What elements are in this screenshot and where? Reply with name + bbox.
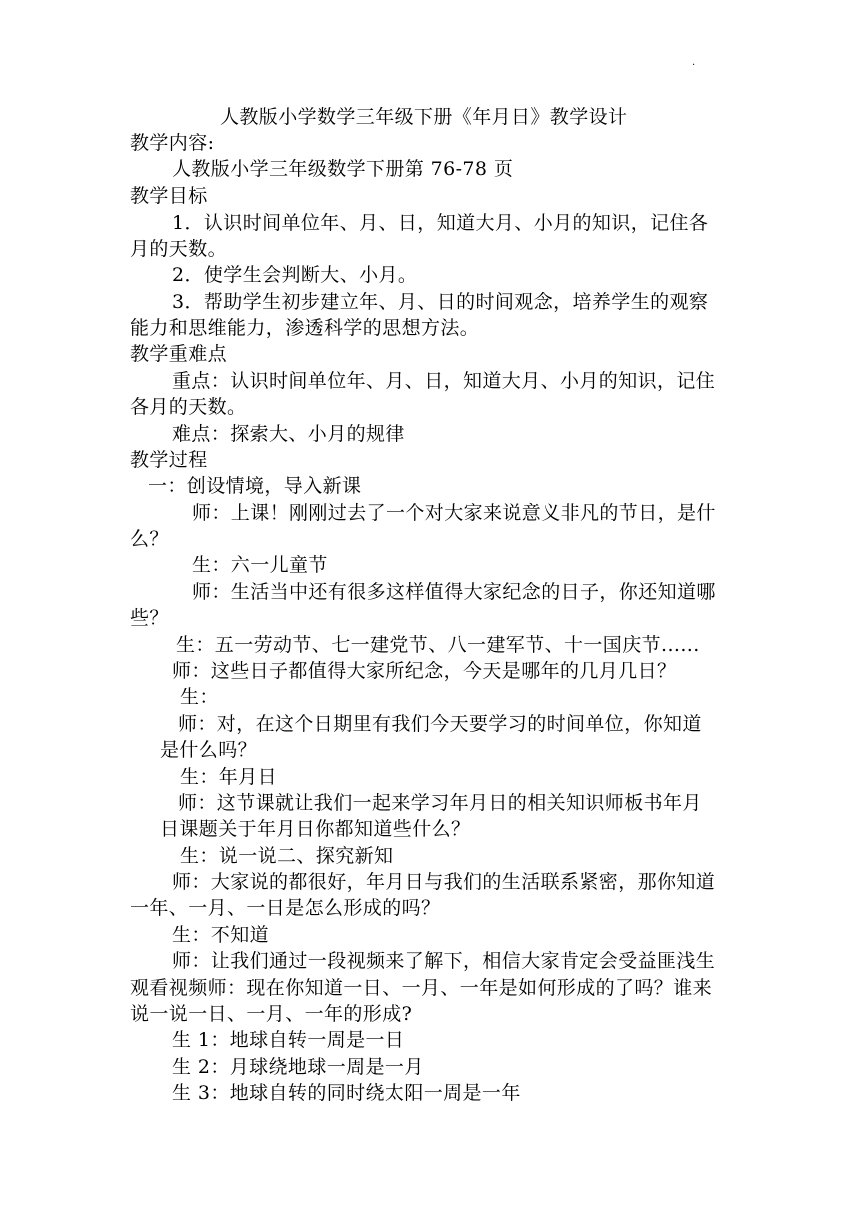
dialogue-line: 生：五一劳动节、七一建党节、八一建军节、十一国庆节...... [176,634,700,656]
dialogue-line: 生：年月日 [180,766,278,788]
document-title: 人教版小学数学三年级下册《年月日》教学设计 [220,106,628,128]
goal-1-line-1: 1．认识时间单位年、月、日，知道大月、小月的知识，记住各 [172,212,709,234]
goal-1-line-2: 月的天数。 [130,238,228,260]
content-text: 人教版小学三年级数学下册第 76-78 页 [172,158,514,180]
dialogue-line: 师：让我们通过一段视频来了解下，相信大家肯定会受益匪浅生 [172,950,716,972]
goal-2: 2．使学生会判断大、小月。 [172,264,418,286]
dialogue-line: 是什么吗？ [160,739,258,761]
key-point-line-2: 各月的天数。 [130,396,247,418]
dialogue-line: 生：说一说二、探究新知 [180,845,394,867]
dialogue-line: 一年、一月、一日是怎么形成的吗？ [130,897,441,919]
dialogue-line: 师：对，在这个日期里有我们今天要学习的时间单位，你知道 [178,713,702,735]
dialogue-line: 生：不知道 [172,924,270,946]
dialogue-line: 生 1：地球自转一周是一日 [172,1029,405,1051]
goal-3-line-2: 能力和思维能力，渗透科学的思想方法。 [130,317,480,339]
section-heading-process: 教学过程 [130,449,208,471]
dialogue-line: 师：上课！刚刚过去了一个对大家来说意义非凡的节日，是什 [192,502,716,524]
section-heading-content: 教学内容: [130,132,215,154]
section-heading-key-points: 教学重难点 [130,343,228,365]
dialogue-line: 师：大家说的都很好，年月日与我们的生活联系紧密，那你知道 [172,871,716,893]
dialogue-line: 日课题关于年月日你都知道些什么？ [160,818,471,840]
dialogue-line: 生：六一儿童节 [192,554,328,576]
dialogue-line: 生： [180,686,219,708]
dialogue-line: 说一说一日、一月、一年的形成? [130,1003,413,1025]
dialogue-line: 生 3：地球自转的同时绕太阳一周是一年 [172,1082,521,1104]
dialogue-line: 观看视频师：现在你知道一日、一月、一年是如何形成的了吗？谁来 [130,977,713,999]
goal-3-line-1: 3．帮助学生初步建立年、月、日的时间观念，培养学生的观察 [172,291,709,313]
process-step-1-heading: 一：创设情境，导入新课 [148,475,362,497]
key-point-line-1: 重点：认识时间单位年、月、日，知道大月、小月的知识，记住 [172,370,716,392]
dialogue-line: 生 2：月球绕地球一周是一月 [172,1056,424,1078]
section-heading-goals: 教学目标 [130,185,208,207]
dialogue-line: 师：这些日子都值得大家所纪念，今天是哪年的几月几日？ [172,660,677,682]
difficulty-line: 难点：探索大、小月的规律 [172,423,405,445]
dialogue-line: 些？ [130,607,169,629]
dialogue-line: 师：生活当中还有很多这样值得大家纪念的日子，你还知道哪 [192,581,716,603]
corner-mark: . [692,57,696,68]
dialogue-line: 么？ [130,528,169,550]
dialogue-line: 师：这节课就让我们一起来学习年月日的相关知识师板书年月 [178,792,702,814]
